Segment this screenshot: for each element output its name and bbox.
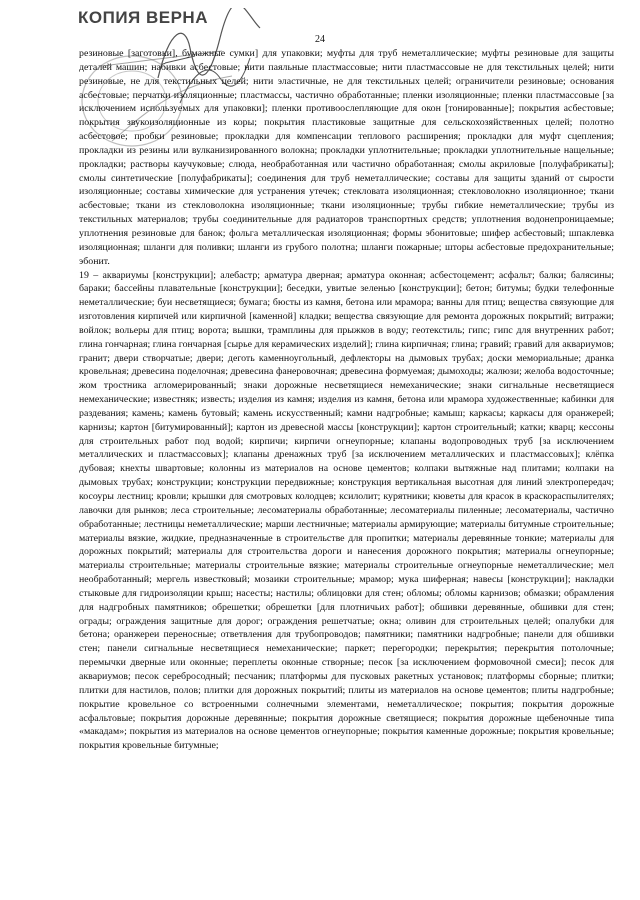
page-number: 24	[315, 34, 325, 45]
paragraph-class-17-continued: резиновые [заготовки], бумажные сумки] для упаковки; муфты для труб неметаллические; муфты резиновые для защиты деталей машин; набивки асбестовые; нити паяльные пластмассовые; нити пластмассовые не для текстильных целей; нити резиновые, не для текстильных целей; нити эластичные, не для текстильных целей; ограничители резиновые; основания асбестовые; перчатки изоляционные; пластмассы, частично обработанные; пленки изоляционные; пленки пластмассовые [за исключением используемых для упаковки]; пленки противоослепляющие для окон [тонированные]; покрытия асбестовые; покрытия звукоизоляционные из коры; покрытия пластиковые защитные для сельскохозяйственных целей; полотно асбестовое; пробки резиновые; прокладки для компенсации теплового расширения; прокладки для муфт сцепления; прокладки из резины или вулканизированного волокна; прокладки уплотнительные; прокладки уплотнительные нащельные; прокладки; растворы каучуковые; слюда, необработанная или частично обработанная; смолы акриловые [полуфабрикаты]; смолы синтетические [полуфабрикаты]; соединения для труб неметаллические; составы для защиты зданий от сырости изоляционные; составы химические для устранения утечек; стекловата изоляционная; стекловолокно изоляционное; ткани асбестовые; ткани из стекловолокна изоляционные; ткани изоляционные; трубы гибкие неметаллические; трубы из текстильных материалов; трубы соединительные для радиаторов транспортных средств; уплотнения водонепроницаемые; уплотнения резиновые для банок; фольга металлическая изоляционная; формы эбонитовые; шифер асбестовый; шпаклевка изоляционная; шланги для поливки; шланги из грубого полотна; шланги пожарные; шторы асбестовые предохранительные; эбонит.	[79, 48, 614, 267]
stamp-kopiya-verna: КОПИЯ ВЕРНА	[78, 8, 208, 27]
document-body	[79, 47, 614, 753]
paragraph-class-19: 19 – аквариумы [конструкции]; алебастр; арматура дверная; арматура оконная; асбестоцемент; асфальт; балки; балясины; бараки; бассейны плавательные [конструкции]; беседки, увитые зеленью [конструкции]; бетон; битумы; будки телефонные неметаллические; буи несветящиеся; бумага; бюсты из камня, бетона или мрамора; ванны для птиц; вещества связующие для изготовления кирпичей или кирпичной [каменной] кладки; вещества связующие для ремонта дорожных покрытий; витражи; войлок; вольеры для птиц; ворота; вышки, трамплины для прыжков в воду; геотекстиль; гипс; гипс для внутренних работ; глина гончарная; глина гончарная [сырье для керамических изделий]; глина кирпичная; глина; гравий; гравий для аквариумов; гранит; двери створчатые; двери; деготь каменноугольный, дефлекторы на дымовых трубах; доски мемориальные; дранка кровельная; древесина поделочная; древесина фанеровочная; древесина формуемая; дымоходы; жалюзи; желоба водосточные; жом тростника агломерированный; знаки дорожные несветящиеся немеханические; знаки сигнальные несветящиеся немеханические; известняк; известь; изделия из камня; изделия из камня, бетона или мрамора художественные; кабинки для раздевания; камень; камень бутовый; камень искусственный; камни надгробные; камыш; каркасы; каркасы для оранжерей; карнизы; картон [битумированный]; картон из древесной массы [конструкции]; картон строительный; катки; кварц; кессоны для строительных работ под водой; кирпичи; кирпичи огнеупорные; клапаны водопроводных труб [за исключением металлических и пластмассовых]; клапаны дренажных труб [за исключением металлических и пластмассовых]; клёпка дубовая; кнехты швартовые; колонны из материалов на основе цементов; колпаки вытяжные над плитами; колпаки на дымовых трубах; конструкции; конструкции передвижные; конструкция вертикальная высотная для линий электропередач; косоуры лестниц; кровли; крышки для смотровых колодцев; ксилолит; курятники; кюветы для красок в краскораспылителях; лавочки для рынков; леса строительные; лесоматериалы обработанные; лесоматериалы пиленные; лесоматериалы, частично обработанные; лестницы неметаллические; марши лестничные; материалы армирующие; материалы битумные строительные; материалы вязкие, жидкие, предназначенные в строительстве для пропитки; материалы деревянные тонкие; материалы для дорожных покрытий; материалы для строительства дороги и нанесения дорожного покрытия; материалы огнеупорные; материалы строительные; материалы строительные вязкие; материалы строительные огнеупорные неметаллические; мел необработанный; мергель известковый; мозаики строительные; мрамор; мука шиферная; навесы [конструкции]; накладки стыковые для гидроизоляции крыш; насесты; настилы; облицовки для стен; обломы; обломы карнизов; обмазки; обрамления для надгробных памятников; обрешетки; обрешетки [для плотничьих работ]; обшивки деревянные, обшивки для стен; ограды; ограждения защитные для дорог; ограждения решетчатые; окна; оливин для строительных целей; опалубки для бетона; оранжереи переносные; ответвления для трубопроводов; памятники; памятники надгробные; панели для обшивки стен; панели сигнальные несветящиеся немеханические; паркет; перегородки; перекрытия; перекрытия потолочные; перемычки дверные или оконные; переплеты оконные створные; песок [за исключением формовочной смеси]; песок для аквариумов; песок серебросодный; песчаник; платформы для пусковых ракетных установок; платформы сборные; плитки; плитки для настилов, полов; плитки для дорожных покрытий; плиты из материалов на основе цементов; плиты надгробные; покрытие кровельное со встроенными солнечными элементами, неметаллическое; покрытия; покрытия дорожные асфальтовые; покрытия дорожные деревянные; покрытия дорожные светящиеся; покрытия дорожные щебеночные типа «макадам»; покрытия из материалов на основе цементов огнеупорные; покрытия каменные дорожные; покрытия кровельные; покрытия кровельные битумные;	[79, 269, 614, 752]
